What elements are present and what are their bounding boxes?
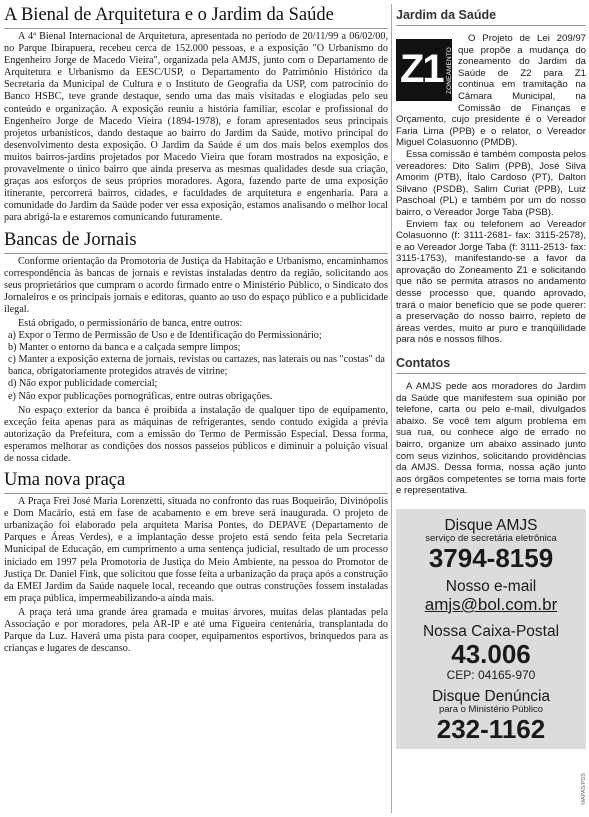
caixa-postal-title: Nossa Caixa-Postal xyxy=(422,622,560,640)
cep-text: CEP: 04165-970 xyxy=(446,667,536,682)
disque-amjs-subtitle: serviço de secretária eletrônica xyxy=(425,532,557,544)
praca-title: Uma nova praça xyxy=(4,469,388,494)
jardim-paragraph-3: Enviem fax ou telefonem ao Vereador Colasuonno (f: 3111-2681- fax: 3115-2578), e ao Vereador Jorge Taba (f: 3111-2513- fax: 3115-1753), manifestando-se a favor da aprovação do Zoneamento Z1 e solicitando que não se permita atrasos no andamento desse processo que, quando aprovado, trará o maior benefício que se pode querer: a preservação do nosso bairro, repleto de áreas verdes, muito ar puro e tranqüilidade para nós e nossos filhos. xyxy=(396,218,586,346)
obligations-list xyxy=(4,330,388,403)
obligation-item: a) Expor o Termo de Permissão de Uso e de Identificação do Permissionário; xyxy=(8,330,322,342)
disque-amjs-title: Disque AMJS xyxy=(444,516,538,534)
contact-box xyxy=(396,509,586,749)
email-link[interactable]: amjs@bol.com.br xyxy=(424,594,558,614)
jardim-paragraph-1: O Projeto de Lei 209/97 que propõe a mudança do zoneamento do Jardim da Saúde de Z2 para Z1 continua em tramitação na Câmara Municipal, na Comissão de Finanças e Orçamento, cujo presidente é o Vereador Faria Lima (PPB) e o relator, o Vereador Miguel Colasuonno (PMDB). xyxy=(396,33,586,149)
bancas-paragraph-3: No espaço exterior da banca é proibida a instalação de qualquer tipo de equipamento, exceção feita apenas para as máquinas de refrigerantes, sendo contudo exigida a prévia autorização da Prefeitura, com a emissão do Termo de Permissão Especial. Dessa forma, esperamos melhorar as condições dos nossos passeios públicos e diminuir a poluição visual de nossa cidade. xyxy=(4,404,388,464)
disque-denuncia-subtitle: para o Ministério Público xyxy=(438,703,544,715)
disque-denuncia-phone[interactable]: 232-1162 xyxy=(436,713,546,744)
jardim-saude-heading: Jardim da Saúde xyxy=(396,8,586,26)
bienal-paragraph: A 4ª Bienal Internacional de Arquitetura, apresentada no período de 20/11/99 a 06/02/00, no Parque Ibirapuera, recebeu cerca de 152.000 pessoas, e a exposição "O Urbanismo do Engenheiro Jorge de Macedo Vieira", organizada pela AMJS, junto com o Departamento de Arquitetura e Urbanismo da EESC/USP, o Departamento do Patrimônio Histórico da Secretaria da Municipal de Cultura e o Instituto de Geografia da USP, com patrocínio do Banco HSBC, teve grande destaque, sendo uma das mais visitadas e elogiadas pelo seu conteúdo e organização. A exposição reuniu a história familiar, escolar e profissional do Engenheiro Jorge de Macedo Vieira (1894-1978), e foram apresentados seus principais projetos urbanísticos, dando destaque ao bairro do Jardim da Saúde, motivo principal do desenvolvimento desta exposição. O Jardim da Saúde é um dos mais belos exemplos dos muitos bairros-jardins projetados por Macedo Vieira que foram mostrados na exposição, e provavelmente o único bairro que ainda preserva as mesmas qualidades desde sua criação, graças aos esforços de seus próprios moradores. Agora, fazendo parte de uma exposição itinerante, percorrerá bairros, cidades, e faculdades de arquitetura e engenharia. Para a comunidade do Jardim da Saúde poder ver essa exposição, estamos analisando o melhor local para abrigá-la e estaremos comunicando futuramente. xyxy=(4,31,388,224)
email-title: Nosso e-mail xyxy=(445,577,537,595)
photo-credit: MAPAS/PDS xyxy=(581,773,587,805)
bancas-paragraph-1: Conforme orientação da Promotoria de Justiça da Habitação e Urbanismo, encaminhamos correspondência às bancas de jornais e revistas instaladas dentro da região, solicitando aos seus proprietários que cumpram o acordo firmado entre o Ministério Público, o Sindicato dos Jornaleiros e os principais jornais e editoras, quanto ao uso do espaço público e a publicidade ilegal. xyxy=(4,255,388,315)
caixa-postal-number: 43.006 xyxy=(451,638,531,669)
z1-zoneamento-logo xyxy=(396,39,452,101)
z1-logo-side-label: ZONEAMENTO xyxy=(446,47,453,94)
obligation-item: e) Não expor publicações pornográficas, entre outras obrigações. xyxy=(8,390,273,402)
praca-paragraph-1: A Praça Frei José Maria Lorenzetti, situada no confronto das ruas Boqueirão, Divinópolis e Dom Macário, está em fase de acabamento e em breve será inaugurada. O projeto de urbanização foi elaborado pela arquiteta Marisa Pontes, do DEPAVE (Departamento de Parques e Áreas Verdes), e a implantação desse projeto está sendo feita pela Secretaria Municipal de Educação, em cumprimento a uma sentença judicial, resultado de um processo iniciado em 1997 pela Promotoria de Justiça do Meio Ambiente, na pessoa do Promotor de Justiça Dr. Daniel Fink, que solicitou que fosse feita a urbanização da praça após a construção da EMEI Jardim da Saúde naquele local, receando que outras construções fossem instaladas em praça pública, impermeabilizando-a ainda mais. xyxy=(4,496,388,604)
obligation-item: b) Manter o entorno da banca e a calçada sempre limpos; xyxy=(8,342,241,354)
z1-logo-text: Z1 xyxy=(400,47,443,91)
bancas-title: Bancas de Jornais xyxy=(4,229,388,254)
column-divider xyxy=(391,4,392,813)
disque-denuncia-title: Disque Denúncia xyxy=(431,687,551,705)
obligation-item: d) Não expor publicidade comercial; xyxy=(8,378,158,390)
praca-paragraph-2: A praça terá uma grande área gramada e muitas árvores, muitas delas plantadas pela Associação e por moradores, pela AR-IP e até uma Figueira centenária, transplantada do Parque da Luz. Haverá uma pista para cooper, equipamentos esportivos, brinquedos para as crianças e lugares de descanso. xyxy=(4,606,388,655)
contatos-heading: Contatos xyxy=(396,356,586,374)
contatos-paragraph: A AMJS pede aos moradores do Jardim da Saúde que manifestem sua opinião por telefone, carta ou pelo e-mail, divulgados abaixo. Se você tem algum problema em sua rua, ou conhece algo de errado no bairro, organize um abaixo assinado junto com seus vizinhos, solicitando providências da AMJS. Dessa forma, nossa ação junto aos órgãos competentes se torna mais forte e representativa. xyxy=(396,381,586,497)
main-column xyxy=(4,0,388,817)
jardim-paragraph-2: Essa comissão é também composta pelos vereadores: Dito Salim (PPB), José Silva Amorim (PTB), Ítalo Cardoso (PT), Dalton Silvano (PSDB), Salim Curiat (PPB), Luiz Paschoal (PL) e também por um do nosso bairro, o Vereador Jorge Taba (PSB). xyxy=(396,148,586,218)
disque-amjs-phone[interactable]: 3794-8159 xyxy=(428,542,554,573)
obligation-item: c) Manter a exposição externa de jornais, revistas ou cartazes, nas laterais ou nas "costas" da banca, obrigatoriamente protegidos através de vitrine; xyxy=(8,354,385,378)
bienal-title: A Bienal de Arquitetura e o Jardim da Saúde xyxy=(4,4,388,29)
sidebar xyxy=(396,8,586,813)
bancas-paragraph-2: Está obrigado, o permissionário de banca, entre outros: xyxy=(18,317,243,329)
